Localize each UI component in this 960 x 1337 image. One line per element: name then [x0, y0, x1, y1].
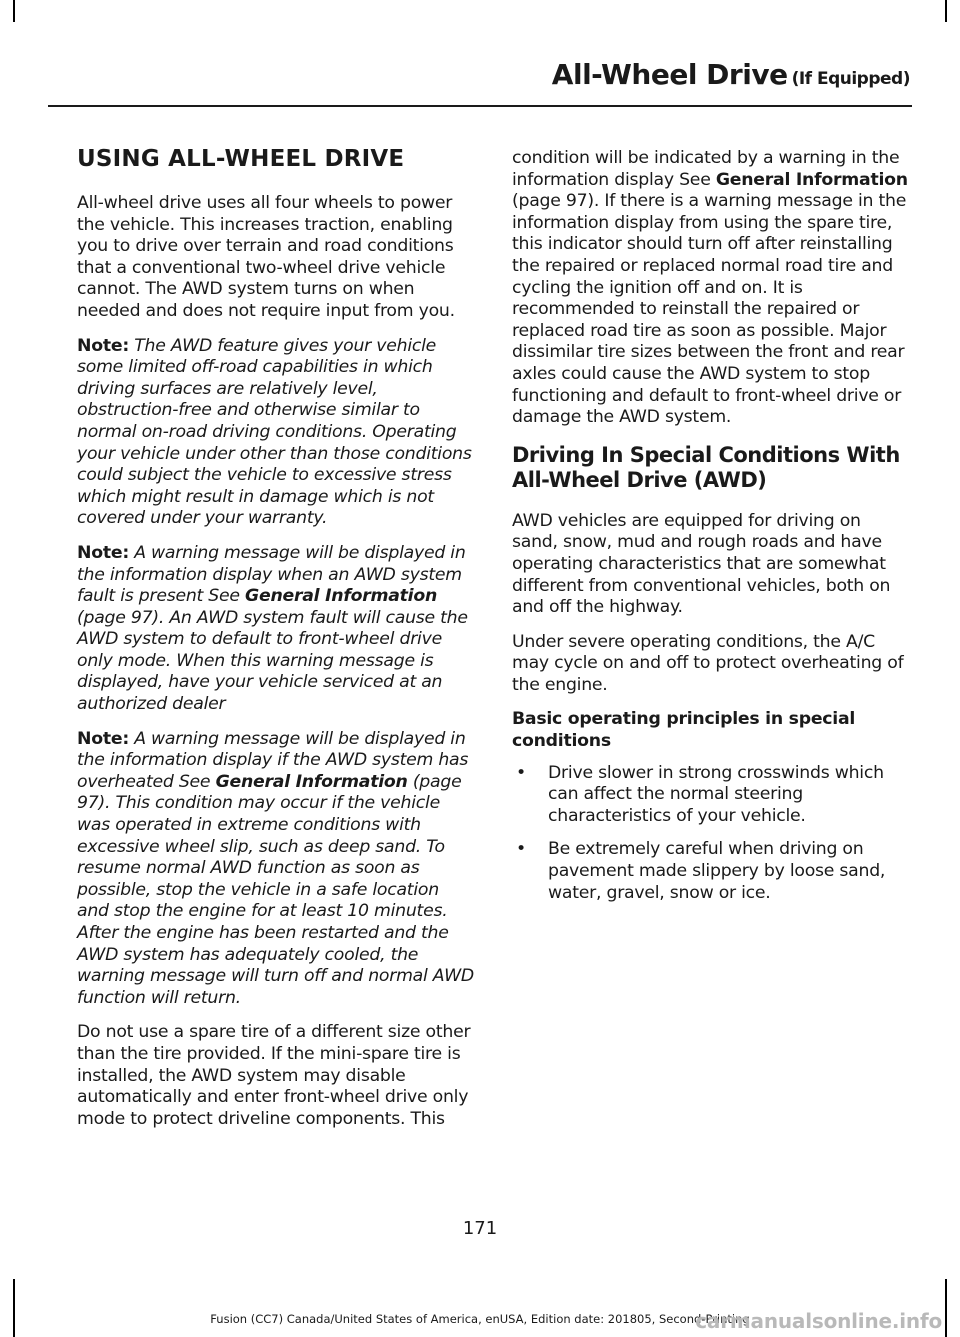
note-label: Note: [77, 728, 129, 749]
chapter-title [552, 58, 910, 91]
header-rule [48, 105, 912, 107]
note-text: A warning message will be displayed in the information display if the AWD system has overheated See [77, 728, 469, 792]
chapter-subtitle: (If Equipped) [791, 69, 910, 89]
principles-list [512, 763, 910, 905]
chapter-title-text: All-Wheel Drive [551, 58, 788, 91]
watermark-logo: carmanualsonline.info [695, 1309, 942, 1333]
note-text: The AWD feature gives your vehicle some limited off-road capabilities in which driving surfaces are relatively level, obstruction-free and otherwise similar to normal on-road driving conditions. Operating your vehicle under other than those conditions could subject the vehicle to excessive stress which might result in damage which is not covered under your warranty. [77, 335, 472, 529]
right-column [512, 148, 910, 916]
list-item-text: Drive slower in strong crosswinds which can affect the normal steering characteristics of your vehicle. [548, 762, 884, 826]
note-text: (page 97). An AWD system fault will cause the AWD system to default to front-wheel drive only mode. When this warning message is displayed, have your vehicle serviced at an authorized dealer [77, 607, 468, 715]
page-number: 171 [462, 1218, 498, 1239]
left-column [77, 145, 475, 1143]
ac-cycle-paragraph: Under severe operating conditions, the A/C may cycle on and off to protect overheating of the engine. [512, 631, 904, 695]
bullet-icon: • [516, 762, 526, 783]
note-awd-fault [77, 543, 475, 716]
cross-reference-link[interactable]: General Information [215, 771, 408, 792]
paragraph-text: condition will be indicated by a warning in the information display See [512, 148, 900, 190]
bullet-icon: • [516, 839, 526, 860]
list-item [512, 839, 910, 904]
note-label: Note: [77, 542, 129, 563]
section-heading: USING ALL-WHEEL DRIVE [77, 146, 405, 172]
crop-mark-top-left [13, 0, 15, 22]
note-awd-capabilities [77, 336, 475, 530]
note-text: (page 97). This condition may occur if the vehicle was operated in extreme conditions with excessive wheel slip, such as deep sand. To resume normal AWD function as soon as possible, stop the vehicle in a safe location and stop the engine for at least 10 minutes. After the engine has been restarted and the AWD system has adequately cooled, the warning message will turn off and normal AWD function will return. [77, 771, 474, 1008]
cross-reference-link[interactable]: General Information [245, 586, 438, 607]
cross-reference-link[interactable]: General Information [715, 169, 908, 190]
spare-tire-paragraph: Do not use a spare tire of a different size other than the tire provided. If the mini-spare tire is installed, the AWD system may disable automatically and enter front-wheel drive only mode to protect driveline components. This [77, 1022, 471, 1129]
paragraph-text: (page 97). If there is a warning message in the information display from using the spare tire, this indicator should turn off after reinstalling the repaired or replaced normal road tire and cycling the ignition off and on. It is recommended to reinstall the repaired or replaced road tire as soon as possible. Major dissimilar tire sizes between the front and rear axles could cause the AWD system to stop functioning and default to front-wheel drive or damage the AWD system. [512, 191, 907, 428]
note-label: Note: [77, 335, 129, 356]
spare-tire-continued [512, 148, 910, 429]
intro-paragraph: All-wheel drive uses all four wheels to power the vehicle. This increases traction, enabling you to drive over terrain and road conditions that a conventional two-wheel drive vehicle cannot. The AWD system turns on when needed and does not require input from you. [77, 193, 455, 321]
edition-footer: Fusion (CC7) Canada/United States of America, enUSA, Edition date: 201805, Second-Printing [210, 1312, 750, 1326]
crop-mark-bottom-left [13, 1279, 15, 1337]
crop-mark-top-right [945, 0, 947, 22]
principles-heading: Basic operating principles in special conditions [512, 709, 856, 752]
subsection-heading: Driving In Special Conditions With All-Wheel Drive (AWD) [512, 442, 900, 492]
list-item [512, 763, 910, 828]
list-item-text: Be extremely careful when driving on pavement made slippery by loose sand, water, gravel, snow or ice. [548, 839, 886, 903]
special-conditions-paragraph: AWD vehicles are equipped for driving on sand, snow, mud and rough roads and have operating characteristics that are somewhat different from conventional vehicles, both on and off the highway. [512, 510, 891, 618]
note-text: A warning message will be displayed in the information display when an AWD system fault is present See [77, 542, 466, 607]
crop-mark-bottom-right [945, 1279, 947, 1337]
note-awd-overheated [77, 729, 475, 1010]
